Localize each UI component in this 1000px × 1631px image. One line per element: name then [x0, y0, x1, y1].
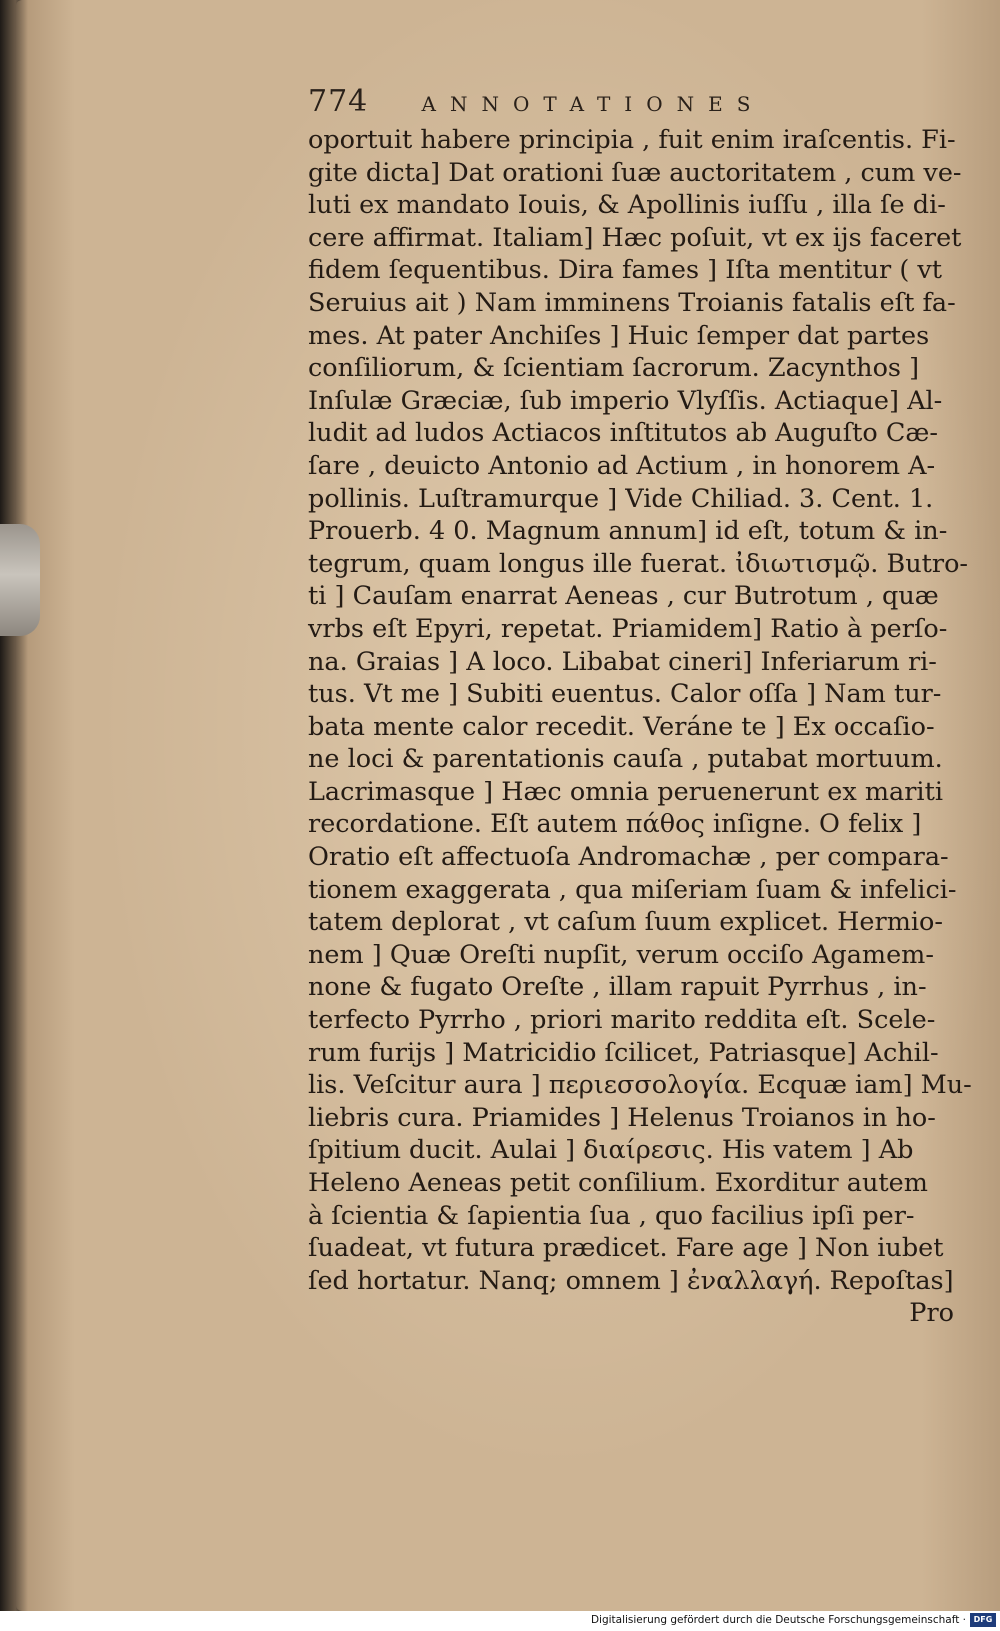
text-line: nem ] Quæ Oreſti nupſit, verum occiſo Agamem-	[308, 939, 934, 970]
book-page	[16, 0, 1000, 1611]
text-line: tus. Vt me ] Subiti euentus. Calor oſſa ] Nam tur-	[308, 679, 942, 710]
catchword: Pro	[909, 1298, 954, 1329]
text-line: tionem exaggerata , qua miſeriam ſuam & infelici-	[308, 874, 957, 905]
funding-credit: Digitalisierung gefördert durch die Deutsche Forschungsgemeinschaft ·	[590, 1614, 966, 1626]
text-line: na. Graias ] A loco. Libabat cineri] Inferiarum ri-	[308, 646, 937, 677]
text-line: ſuadeat, vt futura prædicet. Fare age ] Non iubet	[308, 1233, 944, 1264]
text-line: cere affirmat. Italiam] Hæc poſuit, vt ex ijs faceret	[308, 222, 962, 253]
text-line: fidem ſequentibus. Dira fames ] Iſta mentitur ( vt	[308, 255, 943, 286]
text-line: gite dicta] Dat orationi ſuæ auctoritatem , cum ve-	[308, 157, 962, 188]
text-line: conſiliorum, & ſcientiam ſacrorum. Zacynthos ]	[308, 353, 920, 384]
running-title: ANNOTATIONES	[421, 92, 765, 116]
text-line: ſed hortatur. Nanq; omnem ] ἐναλλαγή. Repoſtas]	[308, 1265, 954, 1296]
text-line: Prouerb. 4 0. Magnum annum] id eſt, totum & in-	[308, 516, 948, 547]
text-line: pollinis. Luſtramurque ] Vide Chiliad. 3. Cent. 1.	[308, 483, 934, 514]
page-clip	[0, 524, 40, 636]
text-line: ne loci & parentationis cauſa , putabat mortuum.	[308, 744, 943, 775]
text-line: tatem deplorat , vt caſum ſuum explicet. Hermio-	[308, 907, 943, 938]
text-line: ſare , deuicto Antonio ad Actium , in honorem A-	[308, 450, 936, 481]
text-line: bata mente calor recedit. Veráne te ] Ex occaſio-	[308, 711, 935, 742]
running-head	[308, 84, 948, 124]
text-line: ti ] Cauſam enarrat Aeneas , cur Butrotum , quæ	[308, 581, 939, 612]
text-line: terfecto Pyrrho , priori marito reddita eſt. Scele-	[308, 1005, 936, 1036]
text-line: à ſcientia & ſapientia ſua , quo facilius ipſi per-	[308, 1200, 915, 1231]
text-line: liebris cura. Priamides ] Helenus Troianos in ho-	[308, 1102, 936, 1133]
dfg-logo: DFG	[970, 1613, 996, 1627]
text-line: Inſulæ Græciæ, ſub imperio Vlyſſis. Actiaque] Al-	[308, 385, 943, 416]
text-line: luti ex mandato Iouis, & Apollinis iuſſu , illa ſe di-	[308, 190, 946, 221]
text-line: Lacrimasque ] Hæc omnia peruenerunt ex mariti	[308, 776, 943, 807]
text-line: recordatione. Eſt autem πάθος inſigne. O felix ]	[308, 809, 922, 840]
annotation-text-block	[308, 124, 972, 1330]
text-line: oportuit habere principia , fuit enim iraſcentis. Fi-	[308, 125, 956, 155]
text-line: lis. Veſcitur aura ] περιεσσολογία. Ecquæ iam] Mu-	[308, 1070, 972, 1101]
text-line: none & fugato Oreſte , illam rapuit Pyrrhus , in-	[308, 972, 927, 1003]
text-line: Heleno Aeneas petit conſilium. Exorditur autem	[308, 1168, 928, 1198]
text-line: rum furijs ] Matricidio ſcilicet, Patriasque] Achil-	[308, 1037, 939, 1068]
text-line: vrbs eſt Epyri, repetat. Priamidem] Ratio à perſo-	[308, 613, 948, 644]
text-line: tegrum, quam longus ille fuerat. ἰδιωτισμῷ. Butro-	[308, 548, 969, 579]
text-line: Seruius ait ) Nam imminens Troianis fatalis eſt fa-	[308, 287, 956, 318]
digitization-footer	[0, 1611, 1000, 1631]
text-line: ludit ad ludos Actiacos inſtitutos ab Auguſto Cæ-	[308, 418, 938, 449]
text-line: Oratio eſt affectuoſa Andromachæ , per compara-	[308, 842, 949, 873]
spine-shadow	[0, 0, 28, 1611]
text-line: ſpitium ducit. Aulai ] διαίρεσις. His vatem ] Ab	[308, 1135, 914, 1166]
page-number: 774	[308, 84, 369, 119]
text-line: mes. At pater Anchiſes ] Huic ſemper dat partes	[308, 320, 930, 351]
